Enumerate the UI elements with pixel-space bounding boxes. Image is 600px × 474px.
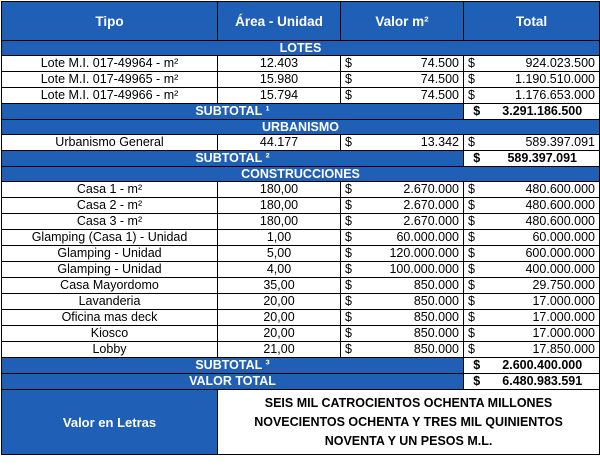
currency-symbol: $ [464, 214, 486, 230]
letras-row [2, 390, 600, 455]
row-total: 17.850.000 [486, 342, 600, 358]
table-row [2, 88, 600, 104]
table-row [2, 135, 600, 151]
valor-total-row [2, 374, 600, 390]
header-valor: Valor m² [341, 2, 464, 41]
currency-symbol: $ [464, 151, 486, 167]
subtotal-value: 2.600.400.000 [486, 358, 600, 374]
row-valor: 2.670.000 [363, 214, 464, 230]
row-area: 21,00 [218, 342, 341, 358]
table-row [2, 326, 600, 342]
row-total: 29.750.000 [486, 278, 600, 294]
header-area: Área - Unidad [218, 2, 341, 41]
header-row [2, 2, 600, 41]
currency-symbol: $ [464, 246, 486, 262]
row-total: 60.000.000 [486, 230, 600, 246]
subtotal-label: SUBTOTAL ¹ [2, 104, 464, 120]
section-header-urbanismo [2, 120, 600, 135]
letras-label: Valor en Letras [2, 390, 218, 455]
currency-symbol: $ [464, 72, 486, 88]
subtotal-label: SUBTOTAL ² [2, 151, 464, 167]
table-row [2, 214, 600, 230]
row-area: 180,00 [218, 198, 341, 214]
row-valor: 850.000 [363, 310, 464, 326]
row-tipo: Glamping - Unidad [2, 262, 218, 278]
currency-symbol: $ [341, 294, 363, 310]
row-total: 924.023.500 [486, 56, 600, 72]
currency-symbol: $ [341, 342, 363, 358]
row-valor: 850.000 [363, 278, 464, 294]
row-valor: 100.000.000 [363, 262, 464, 278]
row-total: 480.600.000 [486, 214, 600, 230]
row-total: 1.190.510.000 [486, 72, 600, 88]
section-header-lotes [2, 41, 600, 56]
row-tipo: Casa 2 - m² [2, 198, 218, 214]
subtotal-row-urbanismo [2, 151, 600, 167]
table-row [2, 230, 600, 246]
header-total: Total [464, 2, 600, 41]
valor-total-value: 6.480.983.591 [486, 374, 600, 390]
currency-symbol: $ [341, 326, 363, 342]
row-area: 20,00 [218, 294, 341, 310]
row-area: 20,00 [218, 310, 341, 326]
row-total: 17.000.000 [486, 310, 600, 326]
currency-symbol: $ [464, 294, 486, 310]
currency-symbol: $ [464, 374, 486, 390]
row-area: 4,00 [218, 262, 341, 278]
subtotal-value: 3.291.186.500 [486, 104, 600, 120]
subtotal-label: SUBTOTAL ³ [2, 358, 464, 374]
row-area: 44.177 [218, 135, 341, 151]
row-tipo: Glamping - Unidad [2, 246, 218, 262]
currency-symbol: $ [464, 182, 486, 198]
row-area: 5,00 [218, 246, 341, 262]
currency-symbol: $ [464, 104, 486, 120]
row-area: 1,00 [218, 230, 341, 246]
currency-symbol: $ [464, 342, 486, 358]
currency-symbol: $ [341, 246, 363, 262]
row-valor: 60.000.000 [363, 230, 464, 246]
currency-symbol: $ [464, 56, 486, 72]
row-area: 180,00 [218, 182, 341, 198]
table-row [2, 246, 600, 262]
row-total: 17.000.000 [486, 294, 600, 310]
currency-symbol: $ [341, 230, 363, 246]
currency-symbol: $ [464, 358, 486, 374]
currency-symbol: $ [464, 310, 486, 326]
table-row [2, 310, 600, 326]
subtotal-row-lotes [2, 104, 600, 120]
row-valor: 74.500 [363, 88, 464, 104]
row-tipo: Lote M.I. 017-49965 - m² [2, 72, 218, 88]
table-row [2, 56, 600, 72]
row-area: 35,00 [218, 278, 341, 294]
table-row [2, 342, 600, 358]
section-title: LOTES [2, 41, 600, 56]
currency-symbol: $ [464, 278, 486, 294]
currency-symbol: $ [464, 88, 486, 104]
row-total: 480.600.000 [486, 182, 600, 198]
row-tipo: Urbanismo General [2, 135, 218, 151]
row-tipo: Casa Mayordomo [2, 278, 218, 294]
row-tipo: Kiosco [2, 326, 218, 342]
currency-symbol: $ [464, 230, 486, 246]
row-valor: 74.500 [363, 56, 464, 72]
row-total: 480.600.000 [486, 198, 600, 214]
currency-symbol: $ [341, 310, 363, 326]
row-valor: 850.000 [363, 342, 464, 358]
row-total: 1.176.653.000 [486, 88, 600, 104]
row-tipo: Lobby [2, 342, 218, 358]
currency-symbol: $ [341, 72, 363, 88]
row-area: 12.403 [218, 56, 341, 72]
row-area: 15.980 [218, 72, 341, 88]
row-tipo: Oficina mas deck [2, 310, 218, 326]
valor-total-label: VALOR TOTAL [2, 374, 464, 390]
section-title: CONSTRUCCIONES [2, 167, 600, 182]
row-total: 17.000.000 [486, 326, 600, 342]
row-tipo: Casa 3 - m² [2, 214, 218, 230]
row-total: 600.000.000 [486, 246, 600, 262]
section-header-construcciones [2, 167, 600, 182]
row-area: 180,00 [218, 214, 341, 230]
subtotal-value: 589.397.091 [486, 151, 600, 167]
row-total: 589.397.091 [486, 135, 600, 151]
row-tipo: Lote M.I. 017-49964 - m² [2, 56, 218, 72]
row-valor: 120.000.000 [363, 246, 464, 262]
valuation-table [1, 1, 600, 455]
table-row [2, 198, 600, 214]
row-valor: 74.500 [363, 72, 464, 88]
table-row [2, 278, 600, 294]
row-valor: 13.342 [363, 135, 464, 151]
currency-symbol: $ [464, 326, 486, 342]
currency-symbol: $ [341, 88, 363, 104]
subtotal-row-construcciones [2, 358, 600, 374]
row-tipo: Casa 1 - m² [2, 182, 218, 198]
table-row [2, 262, 600, 278]
currency-symbol: $ [464, 198, 486, 214]
currency-symbol: $ [464, 262, 486, 278]
row-valor: 850.000 [363, 294, 464, 310]
row-tipo: Glamping (Casa 1) - Unidad [2, 230, 218, 246]
row-total: 400.000.000 [486, 262, 600, 278]
currency-symbol: $ [341, 182, 363, 198]
table-row [2, 72, 600, 88]
currency-symbol: $ [341, 278, 363, 294]
currency-symbol: $ [341, 56, 363, 72]
row-tipo: Lote M.I. 017-49966 - m² [2, 88, 218, 104]
row-tipo: Lavanderia [2, 294, 218, 310]
currency-symbol: $ [341, 262, 363, 278]
currency-symbol: $ [464, 135, 486, 151]
currency-symbol: $ [341, 198, 363, 214]
row-area: 20,00 [218, 326, 341, 342]
row-area: 15.794 [218, 88, 341, 104]
section-title: URBANISMO [2, 120, 600, 135]
row-valor: 2.670.000 [363, 198, 464, 214]
table-row [2, 182, 600, 198]
table-row [2, 294, 600, 310]
letras-text: SEIS MIL CATROCIENTOS OCHENTA MILLONES NOVECIENTOS OCHENTA Y TRES MIL QUINIENTOS NOVENTA Y UN PESOS M.L. [218, 390, 600, 455]
header-tipo: Tipo [2, 2, 218, 41]
row-valor: 2.670.000 [363, 182, 464, 198]
currency-symbol: $ [341, 214, 363, 230]
currency-symbol: $ [341, 135, 363, 151]
row-valor: 850.000 [363, 326, 464, 342]
